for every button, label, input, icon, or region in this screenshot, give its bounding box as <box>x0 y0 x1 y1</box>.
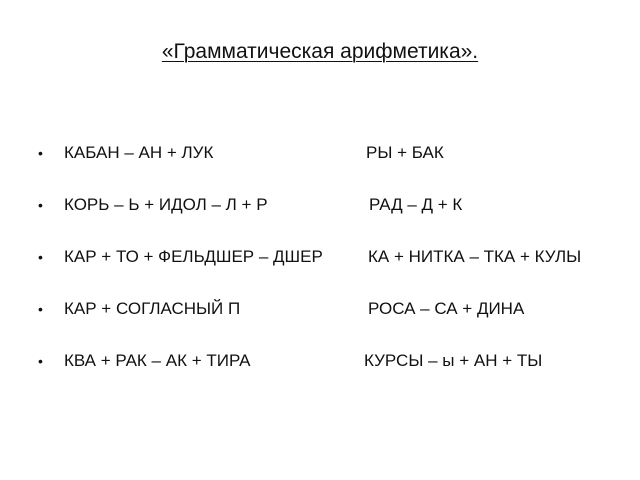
bullet-icon: • <box>38 249 43 265</box>
puzzle-left: КАБАН – АН + ЛУК <box>64 143 214 162</box>
list-item <box>0 193 640 217</box>
slide-title: «Грамматическая арифметика». <box>161 40 479 63</box>
puzzle-right: РОСА – СА + ДИНА <box>368 299 525 318</box>
puzzle-right: КУРСЫ – ы + АН + ТЫ <box>364 351 543 370</box>
puzzle-left: КОРЬ – Ь + ИДОЛ – Л + Р <box>64 195 268 214</box>
bullet-icon: • <box>38 353 43 369</box>
list-item <box>0 349 640 373</box>
list-item <box>0 297 640 321</box>
puzzle-left: КВА + РАК – АК + ТИРА <box>64 351 251 370</box>
bullet-icon: • <box>38 197 43 213</box>
list-item <box>0 141 640 165</box>
puzzle-right: КА + НИТКА – ТКА + КУЛЫ <box>368 247 582 266</box>
puzzle-left: КАР + СОГЛАСНЫЙ П <box>64 299 241 318</box>
puzzle-right: РАД – Д + К <box>369 195 463 214</box>
puzzle-right: РЫ + БАК <box>366 143 444 162</box>
list-item <box>0 245 640 269</box>
bullet-icon: • <box>38 301 43 317</box>
bullet-icon: • <box>38 145 43 161</box>
puzzle-left: КАР + ТО + ФЕЛЬДШЕР – ДШЕР <box>64 247 323 266</box>
